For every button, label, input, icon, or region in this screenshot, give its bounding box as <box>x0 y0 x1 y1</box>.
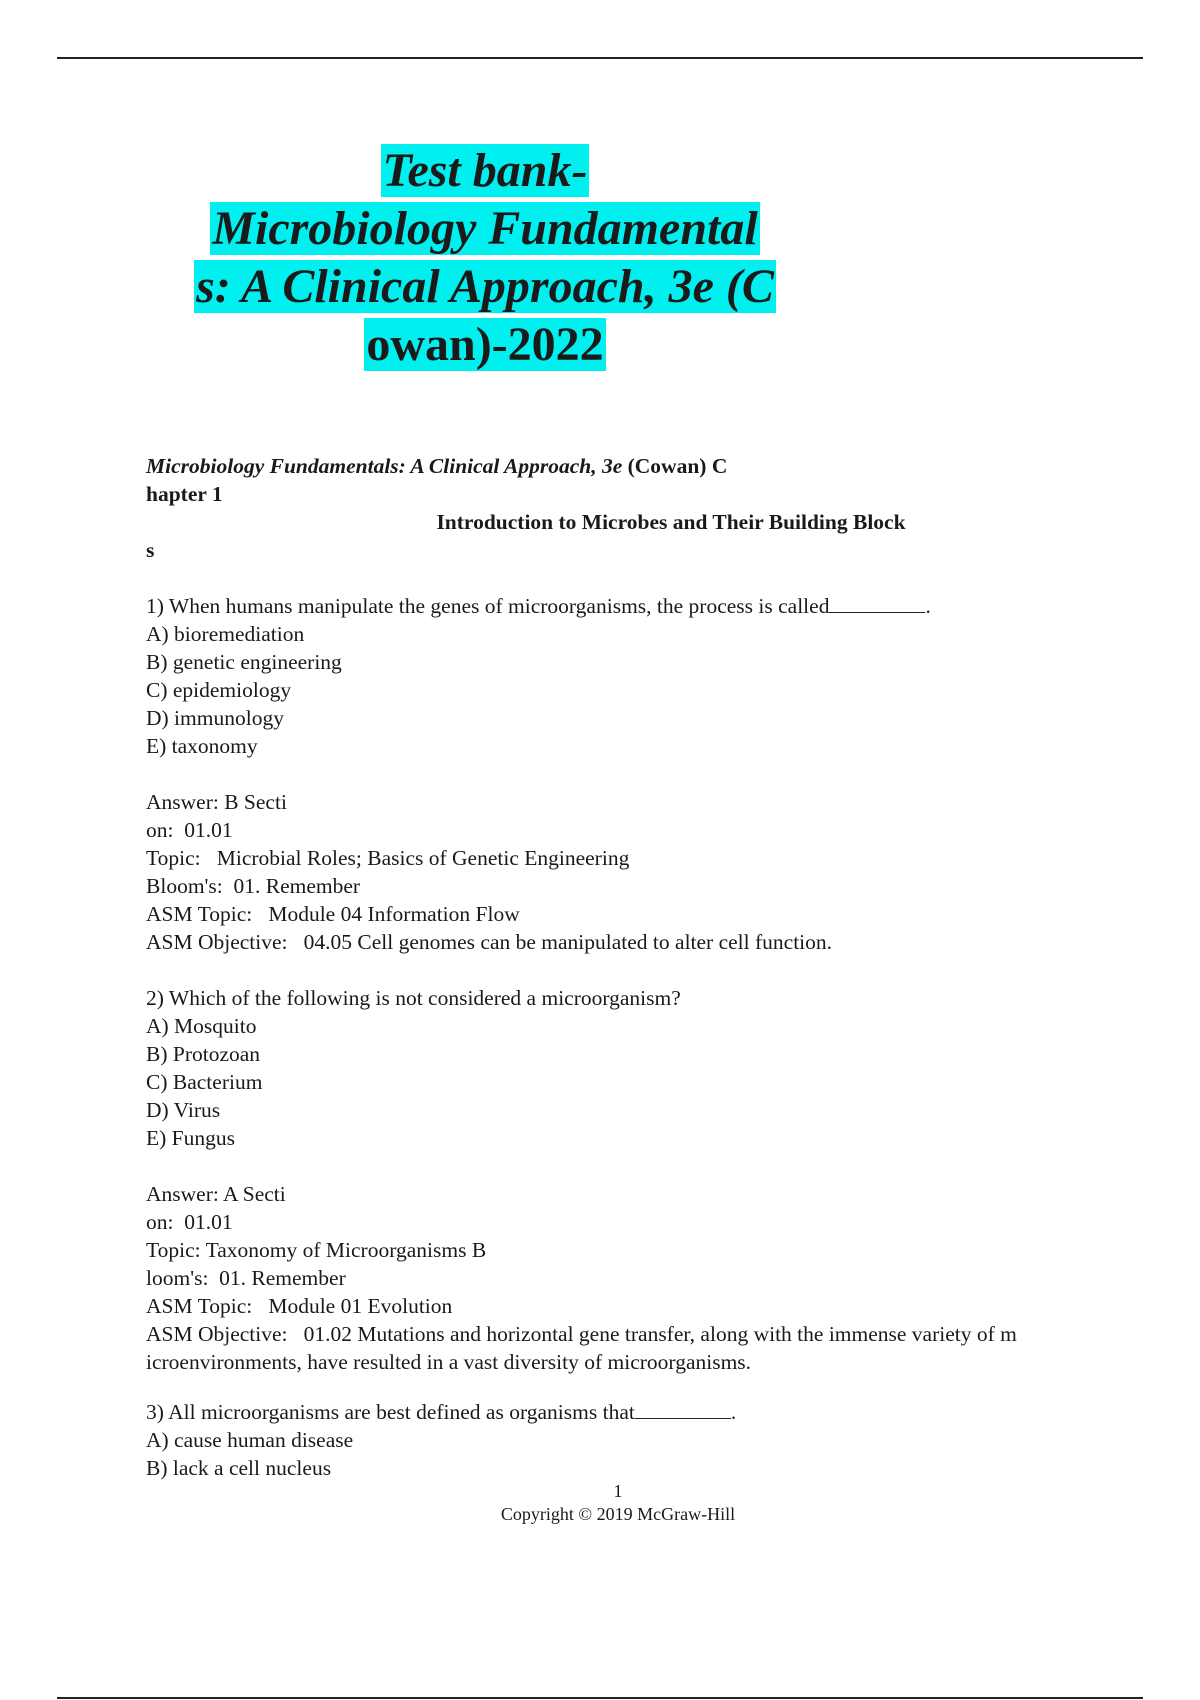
page-footer <box>0 1480 1200 1526</box>
title-line-2: Microbiology Fundamental <box>212 202 758 255</box>
title-line-1: Test bank- <box>382 144 588 197</box>
q2-blooms: loom's: 01. Remember <box>146 1266 346 1290</box>
title-line-3: s: A Clinical Approach, 3e (C <box>196 260 774 313</box>
choice-1d: D) immunology <box>146 706 284 730</box>
author-tail: (Cowan) C <box>622 454 728 478</box>
chapter-number: hapter 1 <box>146 482 223 506</box>
document-title <box>180 142 790 374</box>
choice-2b: B) Protozoan <box>146 1042 261 1066</box>
book-title: Microbiology Fundamentals: A Clinical Approach, 3e <box>146 454 623 478</box>
q1-topic: Topic: Microbial Roles; Basics of Genetic Engineering <box>146 846 630 870</box>
q2-asm-objective-cont: icroenvironments, have resulted in a vast diversity of microorganisms. <box>146 1350 752 1374</box>
q1-blooms: Bloom's: 01. Remember <box>146 874 361 898</box>
title-line-4: owan)-2022 <box>366 318 604 371</box>
q1-section: on: 01.01 <box>146 818 233 842</box>
chapter-title-tail: s <box>146 538 155 562</box>
q2-asm-topic: ASM Topic: Module 01 Evolution <box>146 1294 453 1318</box>
choice-2d: D) Virus <box>146 1098 221 1122</box>
chapter-header <box>146 452 1136 480</box>
choice-1e: E) taxonomy <box>146 734 258 758</box>
q1-asm-objective: ASM Objective: 04.05 Cell genomes can be manipulated to alter cell function. <box>146 930 833 954</box>
q2-topic: Topic: Taxonomy of Microorganisms B <box>146 1238 487 1262</box>
q2-answer: Answer: A Secti <box>146 1182 286 1206</box>
choice-1a: A) bioremediation <box>146 622 305 646</box>
question-3-stem: 3) All microorganisms are best defined as organisms that . <box>146 1400 737 1424</box>
question-1-stem: 1) When humans manipulate the genes of microorganisms, the process is called . <box>146 594 931 618</box>
top-rule <box>57 57 1143 59</box>
copyright: Copyright © 2019 McGraw-Hill <box>500 1504 736 1524</box>
q1-asm-topic: ASM Topic: Module 04 Information Flow <box>146 902 520 926</box>
q2-asm-objective: ASM Objective: 01.02 Mutations and horizontal gene transfer, along with the immense variety of m <box>146 1322 1017 1346</box>
choice-3b: B) lack a cell nucleus <box>146 1456 332 1480</box>
bottom-rule <box>57 1697 1143 1699</box>
choice-2c: C) Bacterium <box>146 1070 263 1094</box>
q1-answer: Answer: B Secti <box>146 790 287 814</box>
page-content <box>146 452 1136 1482</box>
choice-2e: E) Fungus <box>146 1126 235 1150</box>
page-number: 1 <box>613 1481 623 1501</box>
choice-1b: B) genetic engineering <box>146 650 342 674</box>
answer-blank <box>635 1399 731 1419</box>
chapter-title: Introduction to Microbes and Their Building Block <box>436 510 906 534</box>
question-2-stem: 2) Which of the following is not considered a microorganism? <box>146 986 681 1010</box>
choice-1c: C) epidemiology <box>146 678 292 702</box>
q2-section: on: 01.01 <box>146 1210 233 1234</box>
choice-3a: A) cause human disease <box>146 1428 354 1452</box>
answer-blank <box>829 593 925 613</box>
choice-2a: A) Mosquito <box>146 1014 257 1038</box>
